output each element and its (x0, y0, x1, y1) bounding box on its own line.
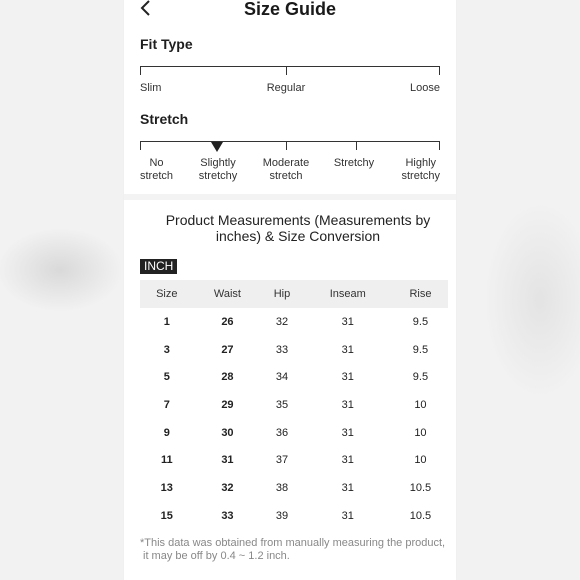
table-cell: 32 (221, 481, 234, 494)
table-cell: 1 (163, 315, 170, 328)
table-cell: 31 (341, 343, 354, 356)
fit-option-slim: Slim (140, 82, 162, 94)
table-cell: 9.5 (412, 315, 429, 328)
table-row (140, 502, 448, 530)
table-cell: 15 (160, 509, 173, 522)
table-cell: 10 (414, 398, 427, 411)
table-cell: 31 (341, 481, 354, 494)
table-row (140, 419, 448, 447)
table-cell: 33 (275, 343, 289, 356)
fit-option-loose: Loose (410, 82, 440, 94)
measurements-title: Product Measurements (Measurements by inches) & Size Conversion (165, 212, 431, 244)
table-cell: 38 (275, 481, 289, 494)
fit-option-regular: Regular (266, 82, 306, 94)
table-cell: 9 (163, 426, 170, 439)
stretch-selected-pointer (211, 142, 223, 152)
table-cell: 39 (275, 509, 289, 522)
table-row (140, 446, 448, 474)
stretch-option-slightly: Slightly stretchy (198, 157, 238, 182)
table-cell: 37 (275, 454, 289, 467)
table-cell: 3 (163, 343, 170, 356)
stretch-option-moderate: Moderate stretch (262, 157, 310, 182)
table-cell: 31 (341, 454, 354, 467)
column-header: Rise (409, 288, 432, 300)
table-cell: 30 (221, 426, 234, 439)
header (124, 0, 456, 22)
table-cell: 26 (221, 315, 234, 328)
table-cell: 31 (341, 509, 354, 522)
column-header: Inseam (329, 288, 366, 300)
table-cell: 10.5 (409, 481, 432, 494)
column-header: Size (156, 288, 178, 300)
stretch-scale (140, 141, 440, 153)
stretch-option-stretchy: Stretchy (333, 157, 375, 169)
table-row (140, 363, 448, 391)
fit-type-scale (140, 66, 440, 78)
unit-badge: INCH (140, 259, 177, 274)
table-cell: 9.5 (412, 343, 429, 356)
table-cell: 33 (221, 509, 234, 522)
table-cell: 36 (275, 426, 289, 439)
size-table (140, 280, 448, 530)
column-header: Hip (273, 288, 291, 300)
table-cell: 10 (414, 454, 427, 467)
table-cell: 31 (341, 371, 354, 384)
stretch-option-highly: Highly stretchy (401, 157, 440, 182)
table-cell: 9.5 (412, 371, 429, 384)
table-cell: 5 (163, 371, 170, 384)
table-cell: 31 (341, 426, 354, 439)
page-title: Size Guide (243, 0, 337, 19)
table-row (140, 391, 448, 419)
table-cell: 35 (275, 398, 289, 411)
table-cell: 13 (160, 481, 173, 494)
table-cell: 31 (341, 398, 354, 411)
table-row (140, 308, 448, 336)
table-cell: 10.5 (409, 509, 432, 522)
table-header-row (140, 280, 448, 308)
stretch-label: Stretch (140, 111, 189, 127)
table-cell: 31 (221, 454, 234, 467)
fit-type-label: Fit Type (140, 36, 193, 52)
column-header: Waist (213, 288, 241, 300)
section-divider (124, 194, 456, 200)
size-guide-screen (124, 0, 456, 580)
table-cell: 10 (414, 426, 427, 439)
table-cell: 11 (160, 454, 173, 467)
table-row (140, 474, 448, 502)
footnote: *This data was obtained from manually measuring the product, it may be off by 0.4 ~ 1.2 inch. (140, 537, 446, 562)
table-cell: 29 (221, 398, 234, 411)
table-cell: 32 (275, 315, 289, 328)
table-cell: 28 (221, 371, 234, 384)
table-row (140, 336, 448, 364)
table-cell: 27 (221, 343, 234, 356)
stretch-option-no: No stretch (140, 157, 174, 182)
table-cell: 31 (341, 315, 354, 328)
table-cell: 7 (163, 398, 170, 411)
table-cell: 34 (275, 371, 289, 384)
